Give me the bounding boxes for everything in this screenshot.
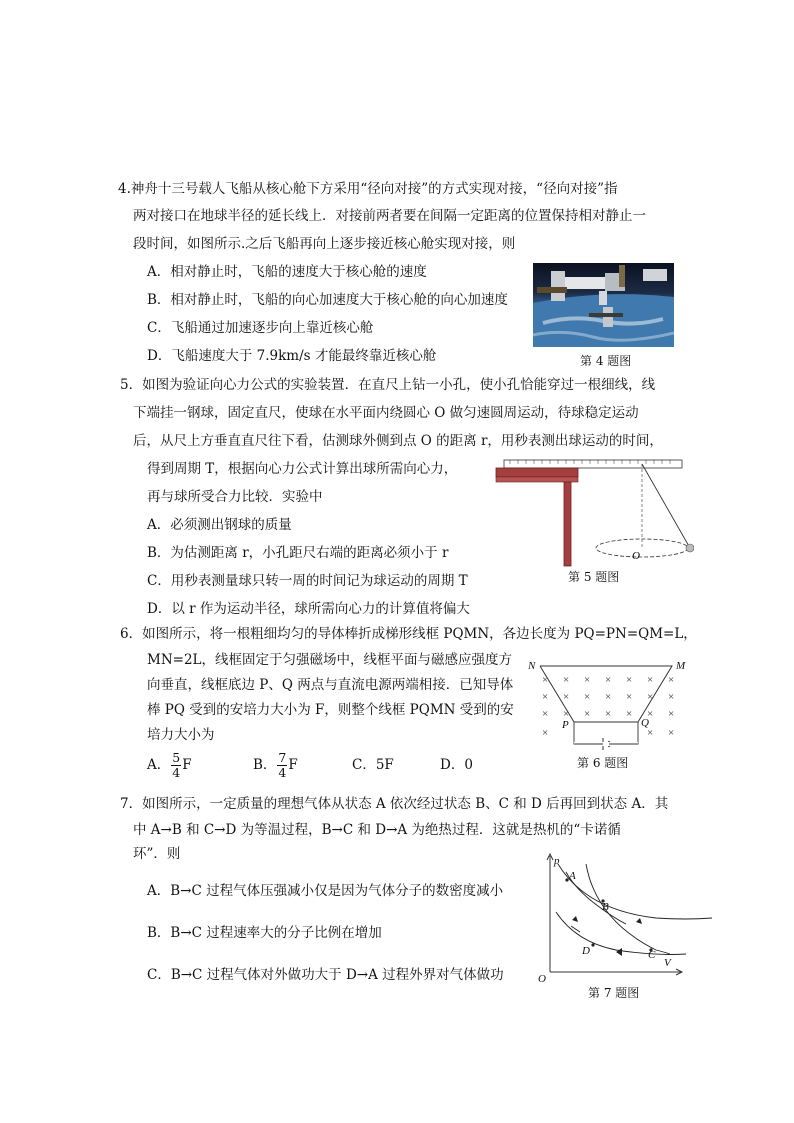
svg-text:×: × bbox=[668, 708, 675, 720]
svg-text:×: × bbox=[605, 708, 612, 720]
svg-text:×: × bbox=[542, 674, 549, 686]
svg-text:×: × bbox=[647, 674, 654, 686]
q5-line-5: 再与球所受合力比较．实验中 bbox=[147, 489, 323, 505]
label-v: V bbox=[664, 957, 671, 969]
q6-option-a: A． $\frac{5}{4}$ F bbox=[147, 750, 192, 780]
q6-frame-diagram bbox=[526, 656, 696, 752]
q5-caption: 第 5 题图 bbox=[568, 570, 620, 584]
q5-apparatus-diagram bbox=[494, 456, 694, 568]
label-m: M bbox=[676, 660, 686, 672]
q5-option-d: D．以 r 作为运动半径，球所需向心力的计算值将偏大 bbox=[147, 601, 470, 617]
svg-text:×: × bbox=[647, 691, 654, 703]
q7-option-b: B．B→C 过程速率大的分子比例在增加 bbox=[147, 925, 382, 941]
svg-text:×: × bbox=[584, 708, 591, 720]
q5-line-2: 下端挂一钢球，固定直尺，使球在水平面内绕圆心 O 做匀速圆周运动，待球稳定运动 bbox=[133, 405, 639, 421]
label-a: A bbox=[569, 870, 576, 882]
svg-text:×: × bbox=[584, 691, 591, 703]
label-n: N bbox=[528, 660, 536, 672]
q4-space-station-photo bbox=[533, 263, 674, 347]
q4-line-1: 4.神舟十三号载人飞船从核心舱下方采用“径向对接”的方式实现对接，“径向对接”指 bbox=[118, 181, 618, 197]
label-d: D bbox=[582, 945, 590, 957]
q4-option-d: D．飞船速度大于 7.9km/s 才能最终靠近核心舱 bbox=[147, 348, 437, 364]
svg-text:×: × bbox=[647, 708, 654, 720]
q4-option-a: A．相对静止时，飞船的速度大于核心舱的速度 bbox=[147, 264, 427, 280]
label-q: Q bbox=[641, 717, 649, 729]
q7-caption: 第 7 题图 bbox=[588, 986, 640, 1000]
svg-text:×: × bbox=[647, 727, 654, 739]
svg-text:×: × bbox=[542, 691, 549, 703]
q5-line-1: 5．如图为验证向心力公式的实验装置．在直尺上钻一小孔，使小孔恰能穿过一根细线，线 bbox=[120, 377, 656, 393]
stand-pole bbox=[564, 482, 571, 566]
svg-text:×: × bbox=[563, 708, 570, 720]
q6-line-4: 棒 PQ 受到的安培力大小为 F，则整个线框 PQMN 受到的安 bbox=[147, 702, 514, 718]
q6-line-5: 培力大小为 bbox=[147, 727, 215, 743]
label-p: p bbox=[554, 855, 560, 867]
q5-option-c: C．用秒表测量球只转一周的时间记为球运动的周期 T bbox=[147, 573, 468, 589]
svg-text:×: × bbox=[563, 674, 570, 686]
string bbox=[642, 464, 690, 548]
q5-option-b: B．为估测距离 r，小孔距尺右端的距离必须小于 r bbox=[147, 545, 449, 561]
q4-option-b: B．相对静止时，飞船的向心加速度大于核心舱的向心加速度 bbox=[147, 292, 508, 308]
svg-text:×: × bbox=[605, 674, 612, 686]
q6-option-d: D．0 bbox=[440, 757, 473, 773]
svg-text:×: × bbox=[542, 727, 549, 739]
label-b: B bbox=[602, 901, 609, 913]
clamp-top bbox=[496, 468, 578, 477]
q6-caption: 第 6 题图 bbox=[577, 756, 629, 770]
q7-pv-diagram bbox=[536, 850, 716, 984]
q4-caption: 第 4 题图 bbox=[580, 354, 632, 368]
label-o: O bbox=[538, 973, 546, 984]
q6-option-b: B． $\frac{7}{4}$ F bbox=[253, 750, 298, 780]
q7-option-c: C．B→C 过程气体对外做功大于 D→A 过程外界对气体做功 bbox=[147, 967, 504, 983]
q4-line-3: 段时间，如图所示.之后飞船再向上逐步接近核心舱实现对接，则 bbox=[133, 236, 516, 252]
label-o: O bbox=[632, 550, 640, 562]
svg-text:×: × bbox=[605, 691, 612, 703]
q7-line-1: 7．如图所示，一定质量的理想气体从状态 A 依次经过状态 B、C 和 D 后再回到状态 A．其 bbox=[120, 796, 669, 812]
q7-option-a: A．B→C 过程气体压强减小仅是因为气体分子的数密度减小 bbox=[147, 883, 504, 899]
battery-box bbox=[574, 722, 638, 744]
svg-text:×: × bbox=[668, 674, 675, 686]
svg-text:×: × bbox=[626, 708, 633, 720]
q5-option-a: A．必须测出钢球的质量 bbox=[147, 517, 292, 533]
svg-text:×: × bbox=[563, 691, 570, 703]
svg-text:×: × bbox=[584, 674, 591, 686]
label-c: C bbox=[648, 949, 656, 961]
svg-text:×: × bbox=[626, 691, 633, 703]
q6-line-1: 6．如图所示，将一根粗细均匀的导体棒折成梯形线框 PQMN，各边长度为 PQ=PN=QM=L， bbox=[120, 626, 697, 642]
q7-line-2: 中 A→B 和 C→D 为等温过程，B→C 和 D→A 为绝热过程．这就是热机的“卡诺循 bbox=[133, 822, 621, 838]
svg-text:×: × bbox=[542, 708, 549, 720]
svg-text:×: × bbox=[668, 691, 675, 703]
adiabat-bc bbox=[586, 864, 670, 954]
q6-option-c: C．5F bbox=[352, 757, 394, 773]
svg-text:×: × bbox=[626, 674, 633, 686]
q6-line-2: MN=2L，线框固定于匀强磁场中，线框平面与磁感应强度方 bbox=[147, 652, 513, 668]
q5-line-3: 后，从尺上方垂直直尺往下看，估测球外侧到点 O 的距离 r，用秒表测出球运动的时间， bbox=[133, 433, 663, 449]
ruler bbox=[504, 460, 682, 468]
q4-line-2: 两对接口在地球半径的延长线上．对接前两者要在间隔一定距离的位置保持相对静止一 bbox=[133, 208, 646, 224]
svg-text:×: × bbox=[668, 727, 675, 739]
q5-line-4: 得到周期 T，根据向心力公式计算出球所需向心力， bbox=[147, 461, 458, 477]
label-p: P bbox=[562, 719, 569, 731]
clamp-arm bbox=[496, 477, 578, 482]
q4-option-c: C．飞船通过加速逐步向上靠近核心舱 bbox=[147, 320, 374, 336]
q6-line-3: 向垂直，线框底边 P、Q 两点与直流电源两端相接．已知导体 bbox=[147, 677, 514, 693]
steel-ball bbox=[686, 544, 694, 552]
q7-line-3: 环”．则 bbox=[133, 846, 181, 862]
